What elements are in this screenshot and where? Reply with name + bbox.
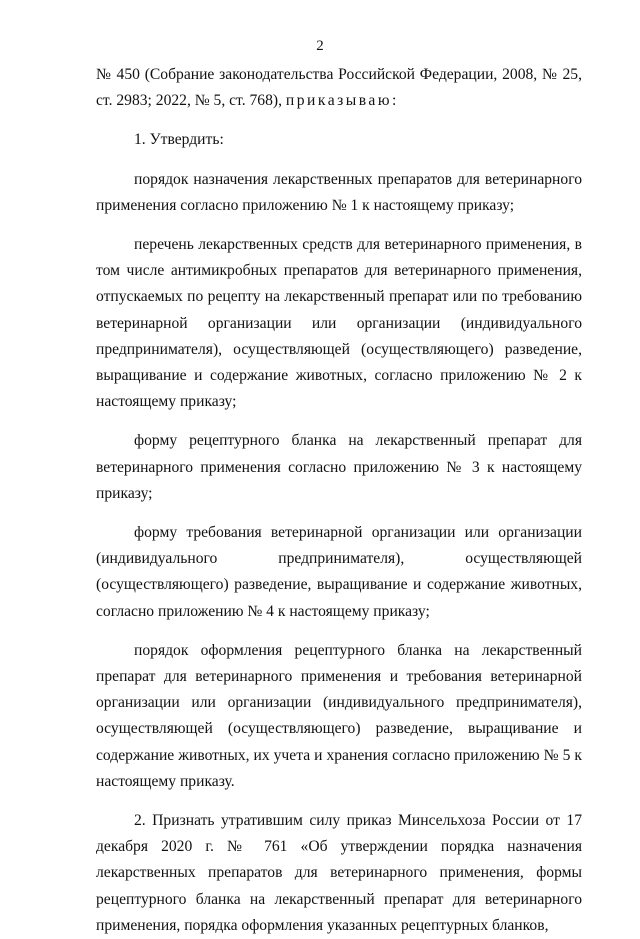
- paragraph-repeal: 2. Признать утратившим силу приказ Минсельхоза России от 17 декабря 2020 г. № 761 «Об утверждении порядка назначения лекарственных препаратов для ветеринарного применения, формы рецептурного бланка на лекарственный препарат для ветеринарного применения, порядка оформления указанных рецептурных бланков,: [96, 812, 582, 934]
- paragraph-requirement-form: форму требования ветеринарной организации или организации (индивидуального предпринимателя), осуществляющей (осуществляющего) разведение, выращивание и содержание животных, согласно приложению № 4 к настоящему приказу;: [96, 524, 582, 620]
- paragraph-intro-text: № 450 (Собрание законодательства Российской Федерации, 2008, № 25, ст. 2983; 2022, № 5, ст. 768),: [96, 66, 582, 110]
- document-body: [96, 62, 582, 939]
- paragraph-prescription-order: порядок назначения лекарственных препаратов для ветеринарного применения согласно приложению № 1 к настоящему приказу;: [96, 170, 582, 214]
- paragraph-approve: 1. Утвердить:: [134, 131, 224, 149]
- paragraph-registration-order: порядок оформления рецептурного бланка на лекарственный препарат для ветеринарного применения и требования ветеринарной организации или организации (индивидуального предпринимателя), осуществляющей (осуществляющего) разведение, выращивание и содержание животных, их учета и хранения согласно приложению № 5 к настоящему приказу.: [96, 641, 582, 790]
- paragraph-prescription-form: форму рецептурного бланка на лекарственный препарат для ветеринарного применения согласно приложению № 3 к настоящему приказу;: [96, 432, 582, 502]
- page-number: 2: [316, 38, 324, 54]
- order-word: приказываю:: [285, 92, 399, 110]
- paragraph-drug-list: перечень лекарственных средств для ветеринарного применения, в том числе антимикробных препаратов для ветеринарного применения, отпускаемых по рецепту на лекарственный препарат или по требованию ветеринарной организации или организации (индивидуального предпринимателя), осуществляющей (осуществляющего) разведение, выращивание и содержание животных, согласно приложению № 2 к настоящему приказу;: [96, 236, 582, 411]
- paragraph-intro: [96, 62, 582, 114]
